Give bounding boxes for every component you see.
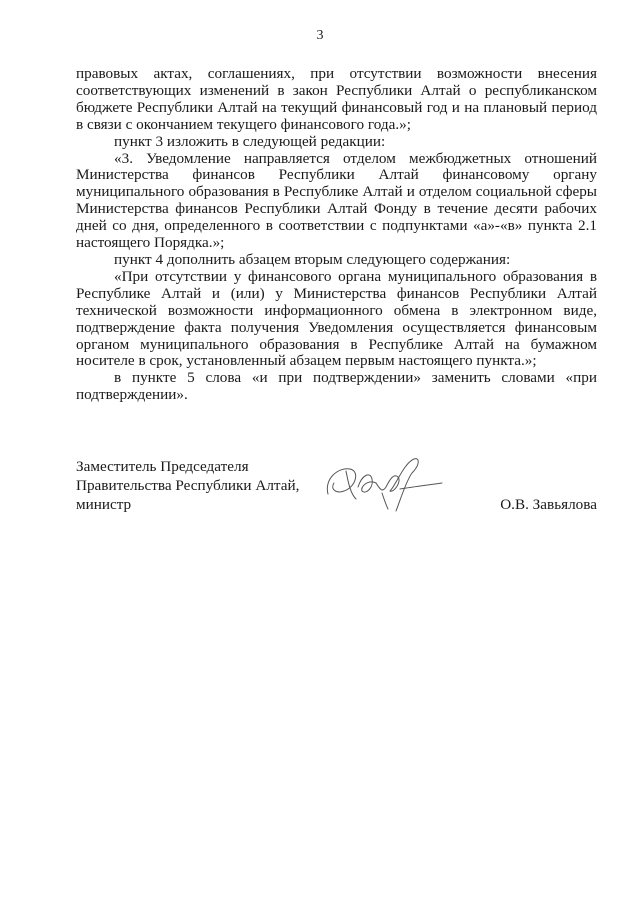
signatory-title-line-2: Правительства Республики Алтай,	[76, 477, 300, 494]
paragraph-4: пункт 4 дополнить абзацем вторым следующего содержания:	[114, 250, 511, 268]
paragraph-3: «3. Уведомление направляется отделом межбюджетных отношений Министерства финансов Республики Алтай финансовому органу муниципального образования в Республике Алтай и отделом социальной сферы Министерства финансов Республики Алтай Фонду в течение десяти рабочих дней со дня, определенного в соответствии с подпунктами «а»-«в» пункта 2.1 настоящего Порядка.»;	[76, 149, 597, 252]
page-number: 3	[316, 28, 324, 43]
signatory-name: О.В. Завьялова	[500, 496, 597, 513]
signatory-title-line-3: министр	[76, 496, 132, 513]
signature-block	[76, 457, 597, 527]
paragraph-5: «При отсутствии у финансового органа муниципального образования в Республике Алтай и (или) у Министерства финансов Республики Алтай технической возможности информационного обмена в электронном виде, подтверждение факта получения Уведомления осуществляется финансовым органом муниципального образования в Республике Алтай на бумажном носителе в срок, установленный абзацем первым настоящего пункта.»;	[76, 267, 597, 370]
paragraph-6: в пункте 5 слова «и при подтверждении» заменить словами «при подтверждении».	[76, 369, 597, 404]
signatory-title	[76, 457, 299, 514]
handwritten-signature	[316, 449, 446, 519]
paragraph-1: правовых актах, соглашениях, при отсутствии возможности внесения соответствующих изменений в закон Республики Алтай о республиканском бюджете Республики Алтай на текущий финансовый год и на плановый период в связи с окончанием текущего финансового года.»;	[76, 65, 597, 133]
signatory-title-line-1: Заместитель Председателя	[76, 458, 249, 475]
document-body	[76, 66, 597, 404]
paragraph-2: пункт 3 изложить в следующей редакции:	[114, 132, 386, 150]
